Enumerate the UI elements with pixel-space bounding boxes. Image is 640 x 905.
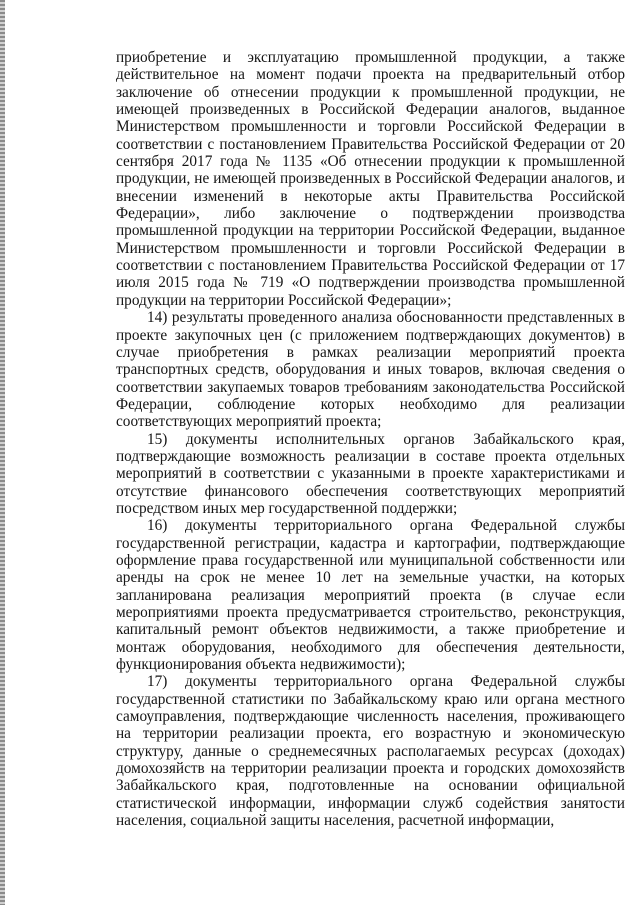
document-body [116,49,625,829]
paragraph-item-14: 14) результаты проведенного анализа обоснованности представленных в проекте закупочных цен (с приложением подтверждающих документов) в случае приобретения в рамках реализации мероприятий проекта транспортных средств, оборудования и иных товаров, включая сведения о соответствии закупаемых товаров требованиям законодательства Российской Федерации, соблюдение которых необходимо для реализации соответствующих мероприятий проекта; [116,309,625,431]
scanned-binding-edge [0,0,5,905]
paragraph-continuation: приобретение и эксплуатацию промышленной продукции, а также действительное на момент подачи проекта на предварительный отбор заключение об отнесении продукции к промышленной продукции, не имеющей произведенных в Российской Федерации аналогов, выданное Министерством промышленности и торговли Российской Федерации в соответствии с постановлением Правительства Российской Федерации от 20 сентября 2017 года № 1135 «Об отнесении продукции к промышленной продукции, не имеющей произведенных в Российской Федерации аналогов, и внесении изменений в некоторые акты Правительства Российской Федерации», либо заключение о подтверждении производства промышленной продукции на территории Российской Федерации, выданное Министерством промышленности и торговли Российской Федерации в соответствии с постановлением Правительства Российской Федерации от 17 июля 2015 года № 719 «О подтверждении производства промышленной продукции на территории Российской Федерации»; [116,49,625,309]
paragraph-item-16: 16) документы территориального органа Федеральной службы государственной регистрации, кадастра и картографии, подтверждающие оформление права государственной или муниципальной собственности или аренды на срок не менее 10 лет на земельные участки, на которых запланирована реализация мероприятий проекта (в случае если мероприятиями проекта предусматривается строительство, реконструкция, капитальный ремонт объектов недвижимости, а также приобретение и монтаж оборудования, необходимого для обеспечения деятельности, функционирования объекта недвижимости); [116,517,625,674]
paragraph-item-17: 17) документы территориального органа Федеральной службы государственной статистики по Забайкальскому краю или органа местного самоуправления, подтверждающие численность населения, проживающего на территории реализации проекта, его возрастную и экономическую структуру, данные о среднемесячных располагаемых ресурсах (доходах) домохозяйств на территории реализации проекта и городских домохозяйств Забайкальского края, подготовленные на основании официальной статистической информации, информации служб содействия занятости населения, социальной защиты населения, расчетной информации, [116,673,625,830]
paragraph-item-15: 15) документы исполнительных органов Забайкальского края, подтверждающие возможность реализации в составе проекта отдельных мероприятий в соответствии с указанными в проекте характеристиками и отсутствие финансового обеспечения соответствующих мероприятий посредством иных мер государственной поддержки; [116,430,625,517]
